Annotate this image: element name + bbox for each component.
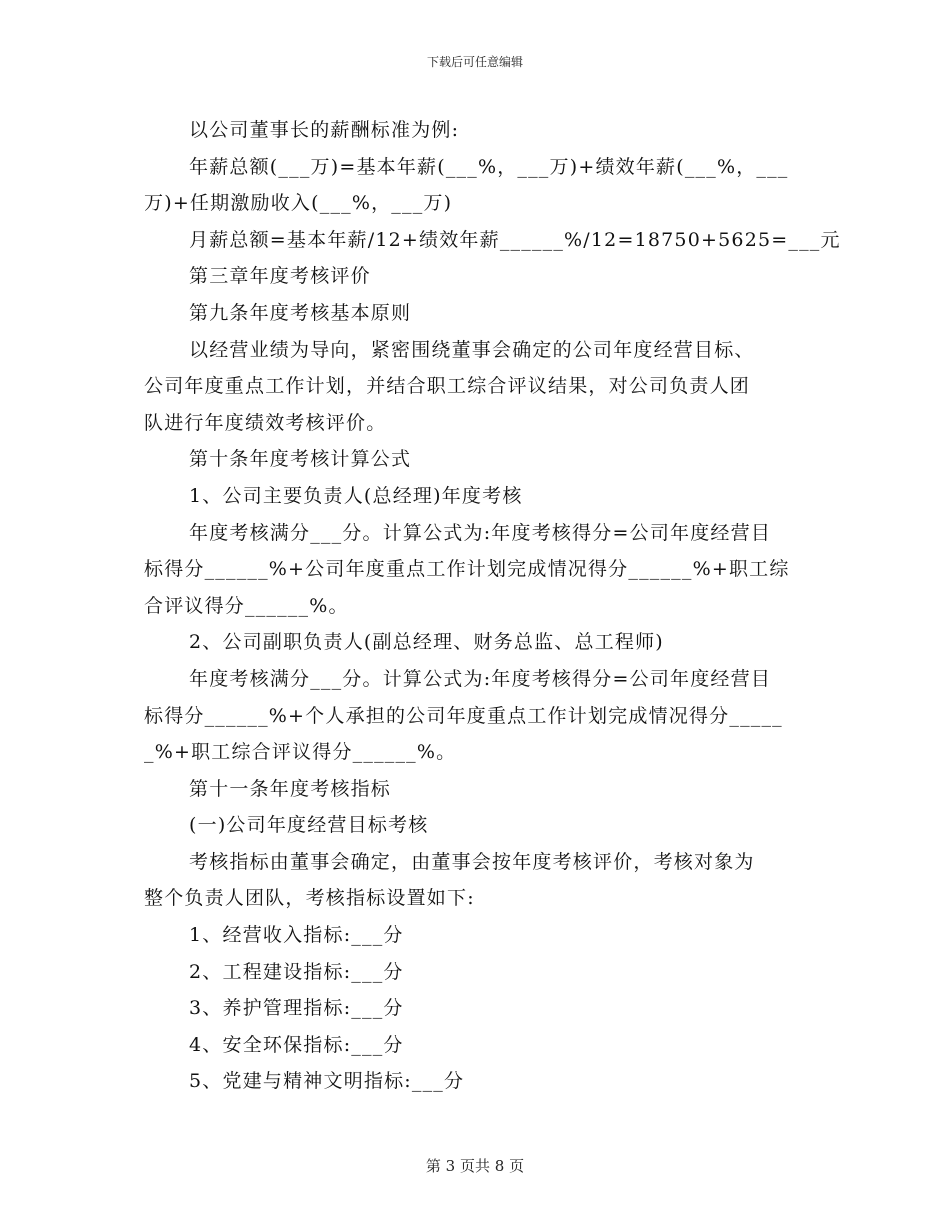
body-line: _%+职工综合评议得分______%。 [144, 741, 457, 764]
body-line: 考核指标由董事会确定，由董事会按年度考核评价，考核对象为 [189, 850, 755, 873]
body-line: 标得分______%+个人承担的公司年度重点工作计划完成情况得分_____ [144, 704, 783, 727]
body-line: 1、公司主要负责人(总经理)年度考核 [189, 484, 523, 507]
body-line: 以经营业绩为导向，紧密围绕董事会确定的公司年度经营目标、 [189, 338, 755, 361]
body-line: (一)公司年度经营目标考核 [189, 814, 429, 837]
body-line: 队进行年度绩效考核评价。 [144, 411, 387, 434]
body-line: 4、安全环保指标:___分 [189, 1033, 404, 1056]
body-line: 万)+任期激励收入(___%，___万) [144, 192, 453, 215]
page-footer: 第 3 页共 8 页 [425, 1157, 525, 1175]
body-line: 第三章年度考核评价 [189, 265, 371, 288]
body-line: 年薪总额(___万)=基本年薪(___%，___万)+绩效年薪(___%，___ [189, 155, 789, 178]
body-line: 2、公司副职负责人(副总经理、财务总监、总工程师) [189, 631, 664, 654]
body-line: 年度考核满分___分。计算公式为:年度考核得分=公司年度经营目 [189, 521, 772, 544]
body-line: 1、经营收入指标:___分 [189, 924, 404, 947]
body-line: 3、养护管理指标:___分 [189, 997, 404, 1020]
body-line: 年度考核满分___分。计算公式为:年度考核得分=公司年度经营目 [189, 667, 772, 690]
body-line: 第十条年度考核计算公式 [189, 448, 412, 471]
body-line: 月薪总额=基本年薪/12+绩效年薪______%/12=18750+5625=___元 [189, 228, 841, 251]
body-line: 5、党建与精神文明指标:___分 [189, 1070, 465, 1093]
document-body [144, 112, 841, 1100]
body-line: 整个负责人团队，考核指标设置如下: [144, 887, 475, 910]
body-line: 第十一条年度考核指标 [189, 777, 392, 800]
body-line: 第九条年度考核基本原则 [189, 301, 412, 324]
page-header-note: 下载后可任意编辑 [426, 55, 523, 69]
body-line: 以公司董事长的薪酬标准为例: [189, 119, 460, 141]
body-line: 2、工程建设指标:___分 [189, 960, 404, 983]
body-line: 标得分______%+公司年度重点工作计划完成情况得分______%+职工综 [144, 558, 790, 581]
body-line: 公司年度重点工作计划，并结合职工综合评议结果，对公司负责人团 [144, 375, 751, 398]
body-line: 合评议得分______%。 [144, 594, 349, 617]
